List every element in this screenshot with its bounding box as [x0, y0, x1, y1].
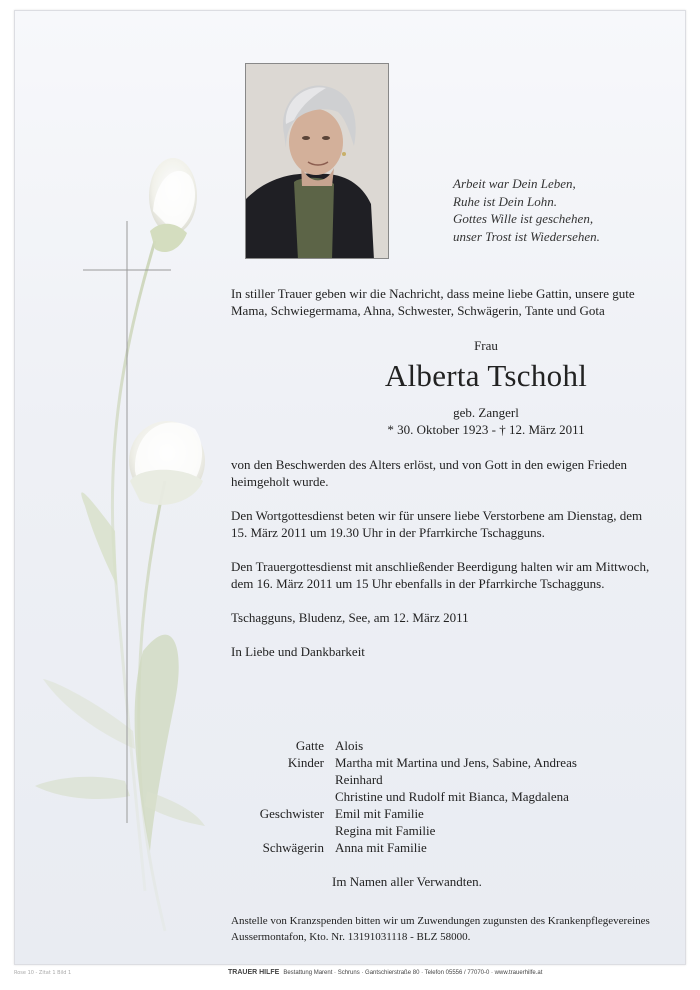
deceased-title: Frau — [474, 338, 498, 353]
family-row — [231, 805, 661, 839]
quote-line: Ruhe ist Dein Lohn. — [453, 193, 557, 209]
family-names: Martha mit Martina und Jens, Sabine, Andreas — [335, 755, 577, 770]
dedication: In Liebe und Dankbarkeit — [231, 644, 365, 659]
family-names: Reinhard — [335, 772, 383, 787]
family-names: Regina mit Familie — [335, 823, 436, 838]
paragraph: Den Wortgottesdienst beten wir für unsere liebe Verstorbene am Dienstag, dem 15. März 2011 um 19.30 Uhr in der Pfarrkirche Tschagguns. — [231, 508, 643, 540]
portrait-photo — [245, 63, 389, 259]
maiden-name: geb. Zangerl — [453, 405, 519, 420]
quote-line: Arbeit war Dein Leben, — [453, 176, 576, 191]
family-row — [231, 754, 661, 805]
intro-paragraph: In stiller Trauer geben wir die Nachricht, dass meine liebe Gattin, unsere gute Mama, Schwiegermama, Ahna, Schwester, Schwägerin, Tante und Gota — [231, 286, 635, 318]
footer-bar — [228, 969, 542, 976]
closing-line: Im Namen aller Verwandten. — [332, 874, 482, 889]
family-row — [231, 737, 661, 754]
place-date: Tschagguns, Bludenz, See, am 12. März 2011 — [231, 610, 469, 625]
deceased-name: Alberta Tschohl — [384, 358, 588, 393]
template-code: Rose 10 - Zitat 1 Bild 1 — [14, 970, 72, 976]
paragraph: Den Trauergottesdienst mit anschließender Beerdigung halten wir am Mittwoch, dem 16. März 2011 um 15 Uhr ebenfalls in der Pfarrkirche Tschagguns. — [231, 559, 650, 591]
family-row — [231, 839, 661, 856]
quote-line: unser Trost ist Wiedersehen. — [453, 228, 600, 244]
obituary-text — [231, 285, 651, 677]
family-names: Christine und Rudolf mit Bianca, Magdalena — [335, 789, 569, 804]
family-names: Alois — [335, 738, 364, 753]
family-relation: Gatte — [295, 738, 324, 753]
obituary-card — [14, 10, 686, 965]
paragraph: von den Beschwerden des Alters erlöst, und von Gott in den ewigen Frieden heimgeholt wurde. — [231, 457, 628, 489]
memorial-quote — [453, 175, 673, 245]
footer-brand: TRAUER HILFE — [228, 969, 280, 976]
family-relation: Schwägerin — [262, 840, 324, 855]
family-list — [231, 737, 661, 890]
family-relation: Geschwister — [259, 806, 324, 821]
quote-line: Gottes Wille ist geschehen, — [453, 211, 594, 226]
life-dates: * 30. Oktober 1923 - † 12. März 2011 — [387, 422, 585, 437]
family-names: Emil mit Familie — [335, 806, 424, 821]
family-names: Anna mit Familie — [335, 840, 427, 855]
donation-note: Anstelle von Kranzspenden bitten wir um Zuwendungen zugunsten des Krankenpflegevereines Aussermontafon, Kto. Nr. 13191031118 - BLZ 58000. — [231, 915, 650, 943]
footer-details: Bestattung Marent · Schruns · Gantschierstraße 80 · Telefon 05556 / 77070-0 · www.trauerhilfe.at — [283, 970, 543, 976]
family-relation: Kinder — [287, 755, 324, 770]
